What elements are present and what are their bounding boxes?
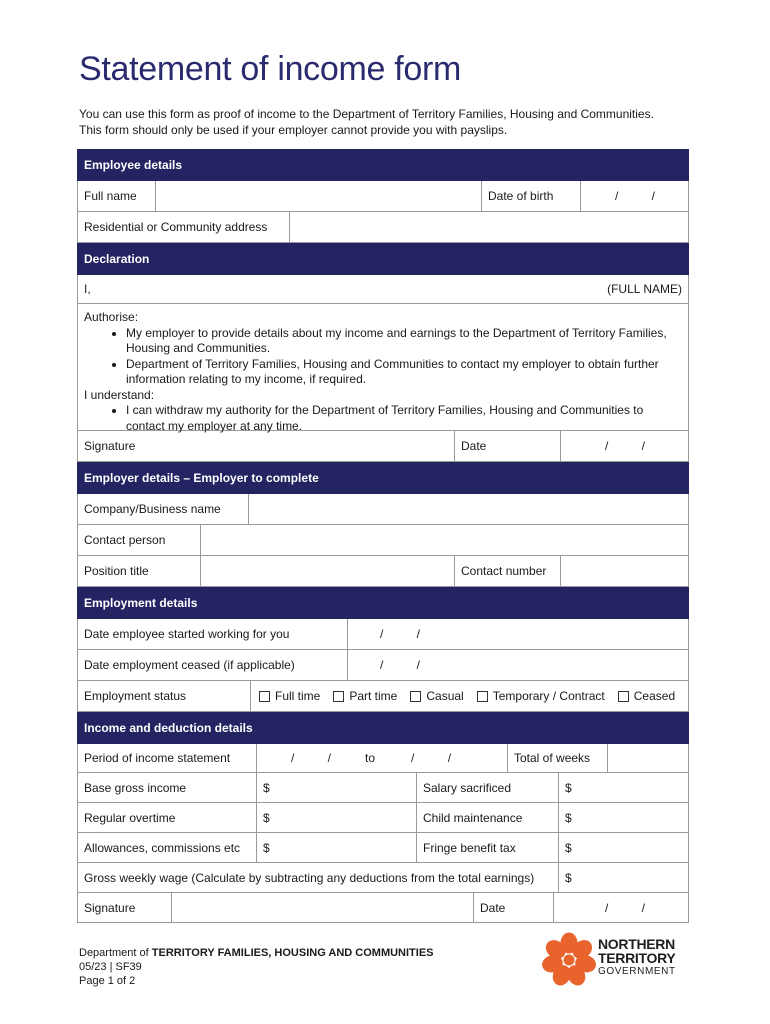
checkbox-label: Temporary / Contract (492, 689, 605, 703)
child-maintenance-field[interactable]: $ (565, 810, 572, 825)
overtime-label: Regular overtime (78, 803, 257, 832)
period-from-slashes: / / (291, 751, 332, 765)
salary-sacrificed-label: Salary sacrificed (417, 773, 559, 802)
period-label: Period of income statement (78, 744, 257, 772)
i-label: I, (84, 282, 91, 296)
understand-label: I understand: (84, 387, 155, 402)
income-date-field[interactable]: / / (605, 900, 646, 915)
authorise-list (84, 326, 682, 388)
dept-prefix: Department of (79, 947, 152, 959)
understand-item-1: • I can withdraw my authority for the Department of Territory Families, Housing and Communities to contact my employer at any time. (126, 403, 682, 434)
checkbox-icon (333, 691, 344, 702)
full-name-hint: (FULL NAME) (607, 282, 682, 296)
row-period (77, 744, 689, 773)
section-income-details: Income and deduction details (77, 712, 689, 744)
dob-field[interactable]: / / (615, 189, 656, 203)
contact-person-label: Contact person (78, 525, 201, 555)
footer-code: 05/23 | SF39 (79, 961, 142, 973)
overtime-field[interactable]: $ (257, 803, 417, 832)
contact-person-field[interactable] (201, 525, 688, 555)
total-weeks-field[interactable] (608, 744, 688, 772)
position-label: Position title (78, 556, 201, 586)
checkbox-full-time[interactable] (259, 689, 320, 703)
income-date-label: Date (474, 893, 554, 922)
checkbox-casual[interactable] (410, 689, 463, 703)
allowances-field[interactable]: $ (257, 833, 417, 862)
gross-weekly-field[interactable]: $ (565, 870, 572, 885)
checkbox-label: Full time (275, 689, 321, 703)
status-label: Employment status (78, 681, 251, 711)
row-income-signature (77, 893, 689, 923)
section-declaration: Declaration (77, 243, 689, 275)
logo-text (598, 937, 676, 979)
checkbox-icon (410, 691, 421, 702)
address-label: Residential or Community address (78, 212, 290, 242)
authorise-item-1: • My employer to provide details about my income and earnings to the Department of Territory Families, Housing and Communities. (126, 326, 682, 357)
company-label: Company/Business name (78, 494, 249, 524)
understand-list (84, 403, 682, 434)
total-weeks-label: Total of weeks (508, 744, 608, 772)
signature-label: Signature (78, 431, 455, 461)
checkbox-label: Casual (426, 689, 464, 703)
period-to-slashes: / / (411, 751, 452, 765)
section-employer-details: Employer details – Employer to complete (77, 462, 689, 494)
fringe-field[interactable]: $ (565, 840, 572, 855)
address-field[interactable] (290, 212, 688, 242)
section-employee-details: Employee details (77, 149, 689, 181)
contact-number-field[interactable] (561, 556, 688, 586)
contact-number-label: Contact number (455, 556, 561, 586)
child-maintenance-label: Child maintenance (417, 803, 559, 832)
row-started (77, 619, 689, 650)
status-options (251, 681, 688, 711)
base-field[interactable]: $ (257, 773, 417, 802)
row-declarant (77, 275, 689, 304)
row-base (77, 773, 689, 803)
checkbox-ceased[interactable] (618, 689, 675, 703)
intro-text: You can use this form as proof of income to the Department of Territory Families, Housing and Communities. This form should only be used if your employer cannot provide you with payslips. (79, 107, 654, 137)
row-gross-weekly (77, 863, 689, 893)
declaration-text (77, 304, 689, 431)
row-position (77, 556, 689, 587)
logo-line-2: TERRITORY (598, 950, 676, 966)
dob-label: Date of birth (482, 181, 581, 211)
checkbox-icon (618, 691, 629, 702)
income-signature-field[interactable] (172, 893, 474, 922)
period-field[interactable] (257, 744, 508, 772)
row-allowances (77, 833, 689, 863)
row-overtime (77, 803, 689, 833)
income-signature-label: Signature (78, 893, 172, 922)
ceased-date-field[interactable]: / / (380, 658, 421, 672)
authorise-label: Authorise: (84, 310, 139, 324)
position-field[interactable] (201, 556, 455, 586)
company-field[interactable] (249, 494, 688, 524)
full-name-label: Full name (78, 181, 156, 211)
row-status (77, 681, 689, 712)
date-label: Date (455, 431, 561, 461)
checkbox-part-time[interactable] (333, 689, 397, 703)
started-date-field[interactable]: / / (380, 627, 421, 641)
row-ceased (77, 650, 689, 681)
authorise-item-2: • Department of Territory Families, Housing and Communities to contact my employer to obtain further information relating to my income, if required. (126, 357, 682, 388)
to-label: to (365, 751, 376, 765)
base-label: Base gross income (78, 773, 257, 802)
dept-name: TERRITORY FAMILIES, HOUSING AND COMMUNITIES (151, 947, 434, 959)
checkbox-icon (477, 691, 488, 702)
footer-dept (79, 946, 434, 960)
full-name-field[interactable] (156, 181, 482, 211)
logo-line-3: GOVERNMENT (598, 966, 676, 977)
row-contact-person (77, 525, 689, 556)
started-label: Date employee started working for you (78, 619, 348, 649)
footer (79, 946, 434, 988)
logo-line-1: NORTHERN (598, 936, 675, 952)
checkbox-label: Ceased (633, 689, 676, 703)
salary-sacrificed-field[interactable]: $ (565, 780, 572, 795)
checkbox-label: Part time (349, 689, 398, 703)
row-company (77, 494, 689, 525)
checkbox-temporary[interactable] (477, 689, 605, 703)
page-title: Statement of income form (79, 50, 462, 88)
income-form (77, 149, 689, 923)
footer-page: Page 1 of 2 (79, 975, 136, 987)
declaration-date-field[interactable]: / / (605, 439, 646, 453)
row-declaration-signature (77, 431, 689, 462)
declarant-field[interactable] (78, 275, 688, 303)
section-employment-details: Employment details (77, 587, 689, 619)
row-full-name (77, 181, 689, 212)
allowances-label: Allowances, commissions etc (78, 833, 257, 862)
checkbox-icon (259, 691, 270, 702)
fringe-label: Fringe benefit tax (417, 833, 559, 862)
gross-weekly-label: Gross weekly wage (Calculate by subtracting any deductions from the total earnings) (78, 863, 559, 892)
row-address (77, 212, 689, 243)
ceased-label: Date employment ceased (if applicable) (78, 650, 348, 680)
